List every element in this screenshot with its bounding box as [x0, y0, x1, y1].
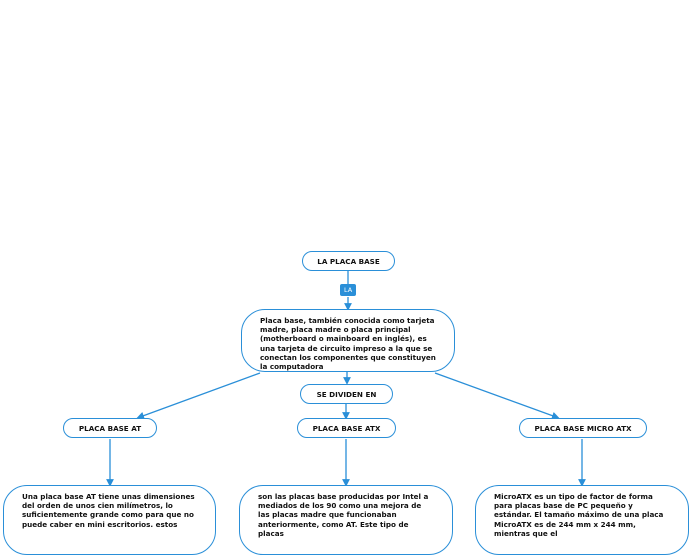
branch-microatx-text[interactable]: MicroATX es un tipo de factor de forma para placas base de PC pequeño y estándar. El tamaño máximo de una placa MicroATX es de 244 mm x 244 mm, mientras que el [475, 485, 689, 555]
branch-atx-node[interactable]: PLACA BASE ATX [297, 418, 396, 438]
branch-at-node[interactable]: PLACA BASE AT [63, 418, 157, 438]
branch-at-text[interactable]: Una placa base AT tiene unas dimensiones del orden de unos cien milímetros, lo suficientemente grande como para que no puede caber en mini escritorios. estos [3, 485, 216, 555]
connector-microatx [435, 373, 556, 417]
link-label: LA [340, 284, 356, 296]
root-node[interactable]: LA PLACA BASE [302, 251, 395, 271]
branch-microatx-node[interactable]: PLACA BASE MICRO ATX [519, 418, 647, 438]
connector-at [140, 373, 260, 417]
definition-node[interactable]: Placa base, también conocida como tarjeta madre, placa madre o placa principal (motherboard o mainboard en inglés), es una tarjeta de circuito impreso a la que se conectan los componentes que constituyen la computadora [241, 309, 455, 372]
branch-atx-text[interactable]: son las placas base producidas por Intel a mediados de los 90 como una mejora de las placas madre que funcionaban anteriormente, como AT. Este tipo de placas [239, 485, 453, 555]
divide-node[interactable]: SE DIVIDEN EN [300, 384, 393, 404]
